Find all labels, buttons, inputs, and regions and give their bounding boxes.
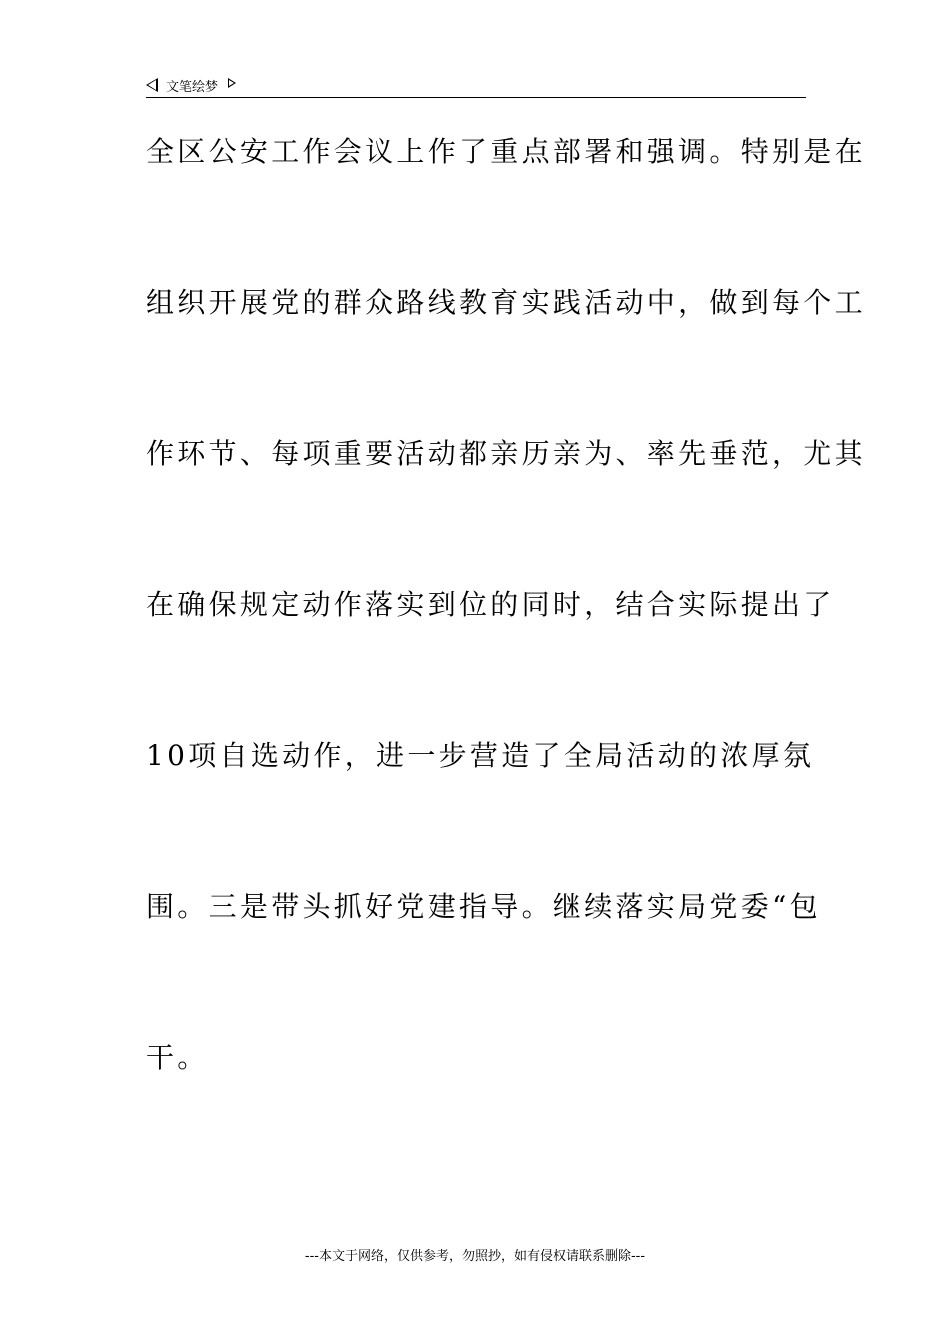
page-header	[146, 74, 236, 96]
document-body	[146, 130, 866, 1187]
body-line: 干。	[146, 1041, 209, 1074]
body-line: 组织开展党的群众路线教育实践活动中，做到每个工	[146, 286, 866, 319]
body-line: 在确保规定动作落实到位的同时，结合实际提出了	[146, 588, 835, 621]
header-title: 文笔绘梦	[166, 79, 219, 95]
body-line: 围。三是带头抓好党建指导。继续落实局党委“包	[146, 890, 821, 923]
page-footer-notice: ---本文于网络，仅供参考，勿照抄，如有侵权请联系删除---	[304, 1249, 646, 1264]
body-line: 10项自选动作，进一步营造了全局活动的浓厚氛	[146, 739, 815, 772]
body-line: 全区公安工作会议上作了重点部署和强调。特别是在	[146, 135, 866, 168]
header-divider	[146, 97, 806, 98]
triangle-right-icon	[228, 78, 236, 88]
body-line: 作环节、每项重要活动都亲历亲为、率先垂范，尤其	[146, 437, 866, 470]
triangle-left-icon	[146, 78, 158, 92]
